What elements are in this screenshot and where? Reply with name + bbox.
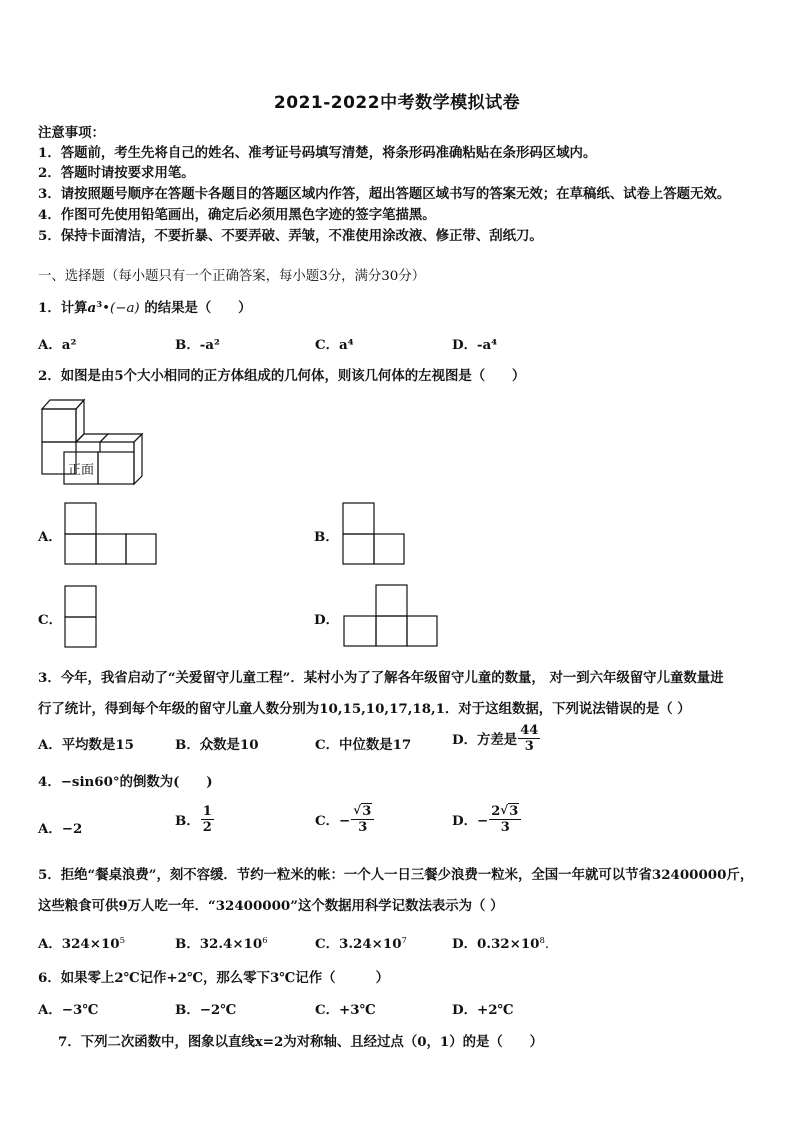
question-2: 2．如图是由5个大小相同的正方体组成的几何体，则该几何体的左视图是（ ）: [38, 368, 526, 384]
q5-b-base: B．32.4×10: [175, 936, 263, 952]
note-item-4: 4．作图可先使用铅笔画出，确定后必须用黑色字迹的签字笔描黑。: [38, 207, 436, 223]
q4-b-denominator: 2: [202, 820, 212, 835]
q2-option-a-figure[interactable]: [64, 502, 158, 566]
question-3-line-2: 行了统计，得到每个年级的留守儿童人数分别为10,15,10,17,18,1．对于这组数据，下列说法错误的是（ ）: [38, 701, 691, 717]
q3-d-denominator: 3: [524, 739, 534, 754]
q4-option-c-fraction: [351, 804, 374, 835]
note-item-5: 5．保持卡面清洁，不要折暴、不要弄破、弄皱，不准使用涂改液、修正带、刮纸刀。: [38, 228, 543, 244]
q4-d-radical: [500, 804, 519, 819]
q6-option-c[interactable]: C．+3℃: [315, 1002, 376, 1018]
q5-a-base: A．324×10: [38, 936, 120, 952]
q5-a-exponent: 5: [119, 936, 126, 946]
question-3-line-1: 3．今年，我省启动了“关爱留守儿童工程”．某村小为了了解各年级留守儿童的数量， 对一到六年级留守儿童数量进: [38, 670, 724, 686]
q4-option-d[interactable]: [452, 804, 522, 835]
q1-option-a[interactable]: A．a²: [38, 337, 77, 353]
q3-option-d-fraction: [518, 723, 540, 754]
q4-option-b-label: B．: [175, 813, 200, 829]
q4-option-b[interactable]: [175, 804, 215, 835]
q3-d-numerator: 44: [520, 723, 539, 738]
q4-c-radicand: 3: [362, 804, 372, 819]
q5-option-c[interactable]: [315, 933, 407, 952]
note-item-1: 1．答题前，考生先将自己的姓名、准考证号码填写清楚，将条形码准确粘贴在条形码区域内。: [38, 145, 597, 161]
question-1: [38, 297, 251, 316]
q2-option-b-figure[interactable]: [342, 502, 406, 566]
q2-option-d-figure[interactable]: [343, 584, 439, 648]
q5-c-base: C．3.24×10: [315, 936, 402, 952]
q4-d-coefficient: 2: [491, 804, 501, 819]
q6-option-a[interactable]: A．−3℃: [38, 1002, 99, 1018]
q5-c-exponent: 7: [401, 936, 407, 946]
q5-d-base: D．0.32×10: [452, 936, 540, 952]
q5-option-d[interactable]: [452, 933, 558, 952]
q3-option-a[interactable]: A．平均数是15: [38, 737, 134, 753]
q1-expr-base: a: [87, 300, 97, 316]
q2-solid-figure: [40, 395, 150, 490]
q1-option-b[interactable]: B．-a²: [175, 337, 220, 353]
q4-d-radicand: 3: [509, 804, 519, 819]
q2-option-c-label[interactable]: C．: [38, 612, 63, 628]
q3-option-c[interactable]: C．中位数是17: [315, 737, 412, 753]
q4-option-c[interactable]: [315, 804, 375, 835]
q4-option-b-fraction: [201, 804, 214, 835]
q1-suffix: 的结果是（ ）: [144, 300, 252, 316]
question-5-line-1: 5．拒绝“餐桌浪费”，刻不容缓．节约一粒米的帐：一个人一日三餐少浪费一粒米，全国一年就可以节省32400000斤，: [38, 867, 754, 883]
q2-option-b-label[interactable]: B．: [314, 529, 339, 545]
question-6: 6．如果零上2℃记作+2℃，那么零下3℃记作（ ）: [38, 970, 390, 986]
q3-option-b[interactable]: B．众数是10: [175, 737, 259, 753]
q4-c-radical: [353, 804, 372, 819]
q4-b-numerator: 1: [202, 804, 212, 819]
q2-option-d-label[interactable]: D．: [314, 612, 340, 628]
note-item-2: 2．答题时请按要求用笔。: [38, 165, 195, 181]
q2-option-c-figure[interactable]: [64, 585, 98, 649]
q1-option-c[interactable]: C．a⁴: [315, 337, 354, 353]
notes-heading: 注意事项：: [38, 125, 105, 141]
q4-option-d-fraction: [489, 804, 521, 835]
q5-b-exponent: 6: [262, 936, 268, 946]
q6-option-d[interactable]: D．+2℃: [452, 1002, 514, 1018]
q2-option-a-label[interactable]: A．: [38, 529, 62, 545]
q5-option-b[interactable]: [175, 933, 268, 952]
q1-prefix: 1．计算: [38, 300, 88, 316]
q2-front-label: 正面: [68, 463, 95, 478]
q4-d-denominator: 3: [500, 820, 510, 835]
page-title: 2021-2022中考数学模拟试卷: [273, 93, 521, 113]
q4-c-denominator: 3: [358, 820, 368, 835]
q4-option-c-label: C．−: [315, 813, 351, 829]
question-5-line-2: 这些粮食可供9万人吃一年．“32400000”这个数据用科学记数法表示为（ ）: [38, 898, 504, 914]
q6-option-b[interactable]: B．−2℃: [175, 1002, 237, 1018]
question-7: 7．下列二次函数中，图象以直线x=2为对称轴、且经过点（0，1）的是（ ）: [58, 1034, 543, 1050]
q4-option-d-label: D．−: [452, 813, 489, 829]
q3-option-d[interactable]: [452, 723, 541, 754]
q1-expr-rest: •(−a): [102, 301, 140, 316]
q5-d-exponent: 8: [539, 936, 545, 946]
q1-option-d[interactable]: D．-a⁴: [452, 337, 498, 353]
q4-option-a[interactable]: A．−2: [38, 821, 83, 837]
q5-option-a[interactable]: [38, 933, 125, 952]
q1-expr-exp: 3: [96, 300, 103, 310]
q5-d-tail: ．: [544, 937, 559, 952]
note-item-3: 3．请按照题号顺序在答题卡各题目的答题区域内作答，超出答题区域书写的答案无效；在草稿纸、试卷上答题无效。: [38, 186, 731, 202]
q3-option-d-label: D．方差是: [452, 732, 518, 748]
section-heading: 一、选择题（每小题只有一个正确答案，每小题3分，满分30分）: [38, 269, 426, 284]
question-4: 4．−sin60°的倒数为( ): [38, 774, 213, 790]
